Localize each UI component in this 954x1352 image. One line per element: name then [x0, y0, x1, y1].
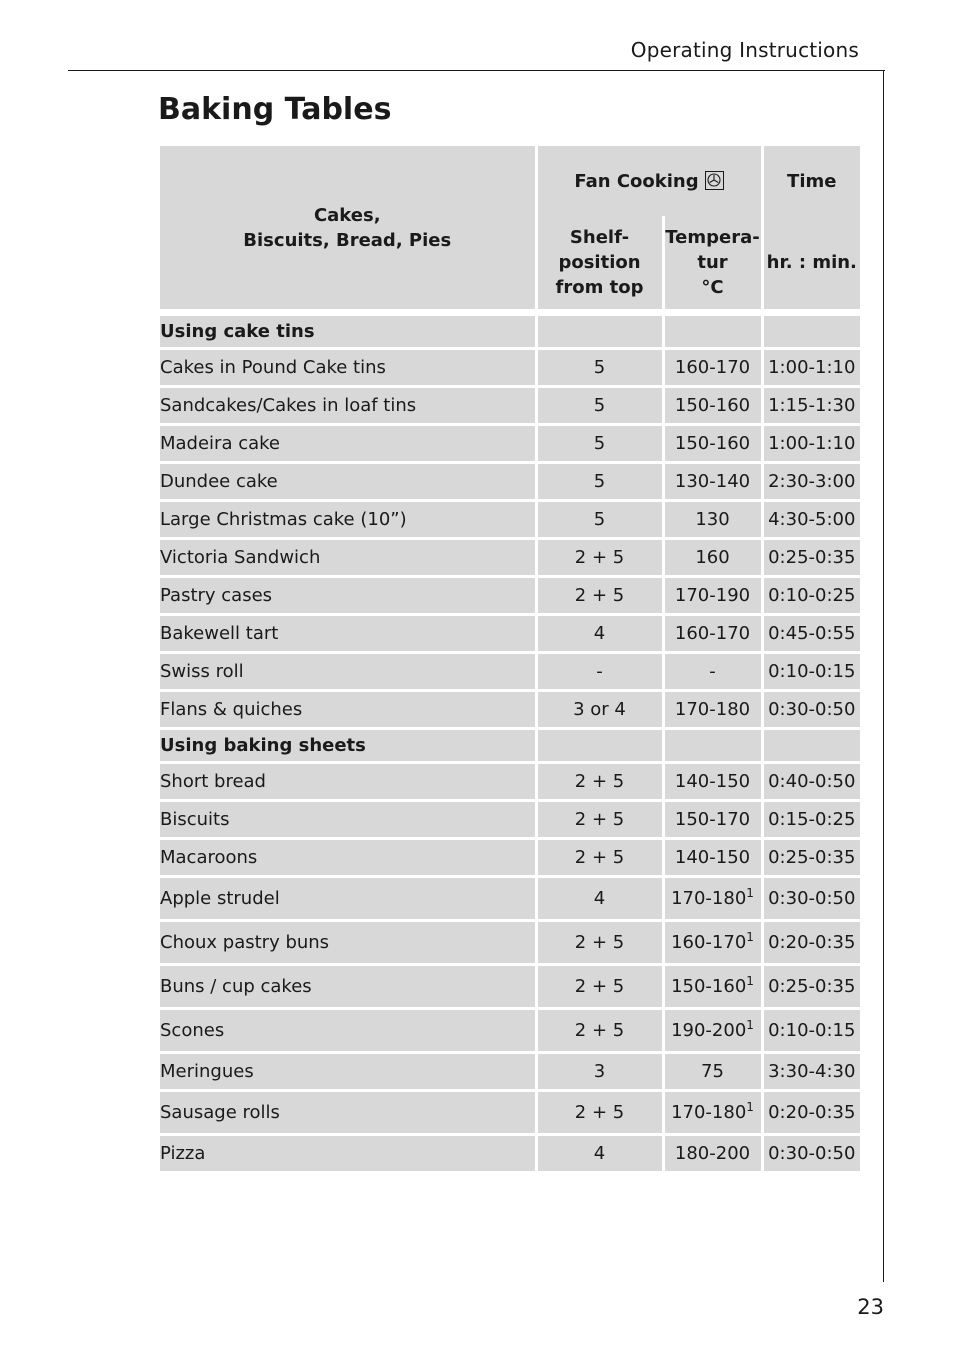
- shelf-position-cell: [536, 615, 663, 653]
- header-fan-label: Fan Cooking: [574, 170, 699, 192]
- time-cell: [762, 839, 860, 877]
- header-shelf-line3: from top: [555, 277, 644, 298]
- food-name-cell-text: Apple strudel: [160, 888, 280, 909]
- food-name-cell: [160, 653, 536, 691]
- header-temp-line1: Tempera-: [665, 227, 760, 248]
- shelf-position-cell-text: 3: [593, 1061, 606, 1082]
- header-fan-cooking: [536, 146, 762, 216]
- table-cell-empty: [762, 729, 860, 763]
- time-cell: [762, 691, 860, 729]
- shelf-position-cell-text: 2 + 5: [574, 976, 625, 997]
- food-name-cell-text: Cakes in Pound Cake tins: [160, 357, 386, 378]
- shelf-position-cell-text: 5: [593, 357, 606, 378]
- time-cell: [762, 387, 860, 425]
- shelf-position-cell-text: 5: [593, 509, 606, 530]
- temperature-cell-text: 150-160: [674, 395, 751, 416]
- food-name-cell: [160, 839, 536, 877]
- food-name-cell-text: Short bread: [160, 771, 266, 792]
- shelf-position-cell: [536, 463, 663, 501]
- section-label: Using cake tins: [160, 316, 536, 349]
- temperature-cell: [663, 1135, 762, 1173]
- header-rule: [68, 70, 885, 71]
- section-row-tins: [160, 316, 860, 349]
- food-name-cell-text: Buns / cup cakes: [160, 976, 312, 997]
- shelf-position-cell-text: 2 + 5: [574, 932, 625, 953]
- footnote-marker: 1: [746, 1018, 754, 1032]
- table-row: [160, 387, 860, 425]
- time-cell-text: 0:25-0:35: [768, 547, 856, 568]
- shelf-position-cell: [536, 1091, 663, 1135]
- temperature-cell: [663, 349, 762, 387]
- time-cell: [762, 965, 860, 1009]
- food-name-cell-text: Meringues: [160, 1061, 254, 1082]
- table-row: [160, 921, 860, 965]
- shelf-position-cell-text: 5: [593, 471, 606, 492]
- food-name-cell: [160, 387, 536, 425]
- shelf-position-cell: [536, 1053, 663, 1091]
- temperature-cell: [663, 839, 762, 877]
- temperature-cell: [663, 1091, 762, 1135]
- running-head: Operating Instructions: [630, 38, 859, 62]
- temperature-cell: [663, 653, 762, 691]
- header-temp-line2: tur: [697, 252, 728, 273]
- temperature-cell-text: 170-180: [671, 1102, 747, 1123]
- temperature-cell-text: 160-170: [674, 623, 751, 644]
- shelf-position-cell: [536, 539, 663, 577]
- temperature-cell-text: 170-190: [674, 585, 751, 606]
- time-cell: [762, 1091, 860, 1135]
- time-cell: [762, 615, 860, 653]
- table-row: [160, 615, 860, 653]
- food-name-cell-text: Madeira cake: [160, 433, 280, 454]
- table-row: [160, 877, 860, 921]
- header-food-line1: Cakes,: [313, 204, 381, 226]
- temperature-cell: [663, 615, 762, 653]
- shelf-position-cell: [536, 425, 663, 463]
- temperature-cell-text: 180-200: [674, 1143, 751, 1164]
- table-row: [160, 653, 860, 691]
- time-cell-text: 3:30-4:30: [768, 1061, 856, 1082]
- food-name-cell-text: Macaroons: [160, 847, 258, 868]
- table-row: [160, 801, 860, 839]
- time-cell-text: 0:10-0:15: [768, 1020, 856, 1041]
- shelf-position-cell: [536, 801, 663, 839]
- shelf-position-cell: [536, 501, 663, 539]
- fan-icon: [705, 171, 724, 190]
- shelf-position-cell-text: 2 + 5: [574, 585, 625, 606]
- shelf-position-cell: [536, 921, 663, 965]
- temperature-cell: [663, 539, 762, 577]
- temperature-cell-text: 140-150: [674, 847, 751, 868]
- temperature-cell-text: 160-170: [671, 932, 747, 953]
- temperature-cell-text: 150-160: [674, 433, 751, 454]
- table-row: [160, 577, 860, 615]
- time-cell: [762, 801, 860, 839]
- shelf-position-cell-text: 4: [593, 888, 606, 909]
- time-cell-text: 1:00-1:10: [768, 357, 856, 378]
- food-name-cell: [160, 691, 536, 729]
- temperature-cell-text: 130: [695, 509, 730, 530]
- shelf-position-cell-text: 3 or 4: [573, 699, 626, 720]
- time-cell-text: 0:15-0:25: [768, 809, 856, 830]
- table-row: [160, 691, 860, 729]
- food-name-cell-text: Victoria Sandwich: [160, 547, 321, 568]
- shelf-position-cell: [536, 349, 663, 387]
- time-cell: [762, 763, 860, 801]
- table-cell-empty: [536, 316, 663, 349]
- shelf-position-cell-text: 2 + 5: [574, 809, 625, 830]
- page-title: Baking Tables: [158, 92, 392, 127]
- temperature-cell: [663, 763, 762, 801]
- footnote-marker: 1: [746, 930, 754, 944]
- food-name-cell: [160, 965, 536, 1009]
- temperature-cell-text: 130-140: [674, 471, 751, 492]
- time-cell-text: 0:25-0:35: [768, 847, 856, 868]
- temperature-cell: [663, 463, 762, 501]
- header-shelf: [536, 216, 663, 311]
- food-name-cell: [160, 425, 536, 463]
- shelf-position-cell: [536, 877, 663, 921]
- header-temperature: [663, 216, 762, 311]
- header-temp-line3: °C: [701, 277, 724, 298]
- food-name-cell-text: Sausage rolls: [160, 1102, 280, 1123]
- shelf-position-cell: [536, 965, 663, 1009]
- temperature-cell: [663, 921, 762, 965]
- table-row: [160, 539, 860, 577]
- food-name-cell: [160, 1053, 536, 1091]
- temperature-cell: [663, 691, 762, 729]
- footnote-marker: 1: [746, 974, 754, 988]
- temperature-cell: [663, 387, 762, 425]
- time-cell: [762, 349, 860, 387]
- shelf-position-cell-text: 2 + 5: [574, 1102, 625, 1123]
- time-cell: [762, 921, 860, 965]
- time-cell-text: 2:30-3:00: [768, 471, 856, 492]
- table-row: [160, 965, 860, 1009]
- table-row: [160, 839, 860, 877]
- temperature-cell-text: 150-170: [674, 809, 751, 830]
- temperature-cell: [663, 425, 762, 463]
- temperature-cell-text: 170-180: [671, 888, 747, 909]
- table-row: [160, 1009, 860, 1053]
- temperature-cell-text: 150-160: [671, 976, 747, 997]
- food-name-cell: [160, 463, 536, 501]
- time-cell: [762, 1009, 860, 1053]
- temperature-cell-text: 170-180: [674, 699, 751, 720]
- food-name-cell: [160, 501, 536, 539]
- margin-rule: [883, 70, 884, 1282]
- food-name-cell: [160, 615, 536, 653]
- table-row: [160, 1091, 860, 1135]
- time-cell-text: 0:20-0:35: [768, 1102, 856, 1123]
- shelf-position-cell: [536, 839, 663, 877]
- header-shelf-line1: Shelf-: [569, 227, 630, 248]
- footnote-marker: 1: [746, 886, 754, 900]
- section-row-sheets: [160, 729, 860, 763]
- time-cell: [762, 1053, 860, 1091]
- page-number: 23: [857, 1295, 884, 1319]
- time-cell: [762, 463, 860, 501]
- food-name-cell: [160, 539, 536, 577]
- table-row: [160, 1053, 860, 1091]
- table-row: [160, 463, 860, 501]
- time-cell-text: 1:15-1:30: [768, 395, 856, 416]
- food-name-cell: [160, 877, 536, 921]
- food-name-cell-text: Sandcakes/Cakes in loaf tins: [160, 395, 417, 416]
- table-row: [160, 1135, 860, 1173]
- temperature-cell: [663, 965, 762, 1009]
- food-name-cell-text: Biscuits: [160, 809, 230, 830]
- shelf-position-cell-text: 5: [593, 395, 606, 416]
- header-time-unit: hr. : min.: [762, 216, 860, 311]
- food-name-cell-text: Dundee cake: [160, 471, 278, 492]
- shelf-position-cell: [536, 1135, 663, 1173]
- time-cell-text: 0:10-0:25: [768, 585, 856, 606]
- shelf-position-cell: [536, 387, 663, 425]
- shelf-position-cell-text: 4: [593, 1143, 606, 1164]
- table-cell-empty: [762, 316, 860, 349]
- food-name-cell-text: Pizza: [160, 1143, 206, 1164]
- food-name-cell: [160, 1009, 536, 1053]
- time-cell-text: 0:30-0:50: [768, 699, 856, 720]
- shelf-position-cell-text: 2 + 5: [574, 771, 625, 792]
- shelf-position-cell-text: 4: [593, 623, 606, 644]
- time-cell-text: 0:40-0:50: [768, 771, 856, 792]
- table-cell-empty: [663, 729, 762, 763]
- temperature-cell-text: 75: [701, 1061, 724, 1082]
- food-name-cell-text: Choux pastry buns: [160, 932, 330, 953]
- food-name-cell: [160, 763, 536, 801]
- temperature-cell: [663, 801, 762, 839]
- table-row: [160, 425, 860, 463]
- time-cell-text: 0:30-0:50: [768, 888, 856, 909]
- shelf-position-cell: [536, 691, 663, 729]
- header-time: Time: [762, 146, 860, 216]
- shelf-position-cell-text: 2 + 5: [574, 847, 625, 868]
- temperature-cell-text: 140-150: [674, 771, 751, 792]
- time-cell-text: 0:20-0:35: [768, 932, 856, 953]
- time-cell: [762, 1135, 860, 1173]
- time-cell: [762, 877, 860, 921]
- shelf-position-cell-text: 2 + 5: [574, 1020, 625, 1041]
- food-name-cell: [160, 1091, 536, 1135]
- food-name-cell-text: Pastry cases: [160, 585, 273, 606]
- time-cell-text: 1:00-1:10: [768, 433, 856, 454]
- shelf-position-cell-text: 5: [593, 433, 606, 454]
- temperature-cell-text: -: [709, 661, 716, 682]
- time-cell-text: 0:30-0:50: [768, 1143, 856, 1164]
- food-name-cell: [160, 577, 536, 615]
- temperature-cell: [663, 1053, 762, 1091]
- food-name-cell-text: Swiss roll: [160, 661, 244, 682]
- temperature-cell-text: 160-170: [674, 357, 751, 378]
- header-food-type: [160, 146, 536, 311]
- food-name-cell: [160, 349, 536, 387]
- temperature-cell: [663, 501, 762, 539]
- table-row: [160, 501, 860, 539]
- food-name-cell: [160, 921, 536, 965]
- time-cell: [762, 501, 860, 539]
- header-food-line2: Biscuits, Bread, Pies: [243, 229, 452, 251]
- food-name-cell-text: Scones: [160, 1020, 225, 1041]
- shelf-position-cell: [536, 763, 663, 801]
- time-cell-text: 0:25-0:35: [768, 976, 856, 997]
- shelf-position-cell: [536, 653, 663, 691]
- food-name-cell-text: Flans & quiches: [160, 699, 303, 720]
- shelf-position-cell-text: 2 + 5: [574, 547, 625, 568]
- food-name-cell-text: Bakewell tart: [160, 623, 279, 644]
- food-name-cell: [160, 1135, 536, 1173]
- table-row: [160, 349, 860, 387]
- shelf-position-cell-text: -: [596, 661, 603, 682]
- shelf-position-cell: [536, 1009, 663, 1053]
- temperature-cell: [663, 577, 762, 615]
- header-shelf-line2: position: [558, 252, 641, 273]
- table-row: [160, 763, 860, 801]
- temperature-cell-text: 190-200: [671, 1020, 747, 1041]
- temperature-cell: [663, 877, 762, 921]
- time-cell-text: 4:30-5:00: [768, 509, 856, 530]
- baking-table: [160, 146, 860, 1174]
- time-cell: [762, 577, 860, 615]
- table-cell-empty: [663, 316, 762, 349]
- time-cell: [762, 539, 860, 577]
- shelf-position-cell: [536, 577, 663, 615]
- footnote-marker: 1: [746, 1100, 754, 1114]
- time-cell-text: 0:45-0:55: [768, 623, 856, 644]
- table-cell-empty: [536, 729, 663, 763]
- food-name-cell: [160, 801, 536, 839]
- temperature-cell: [663, 1009, 762, 1053]
- time-cell: [762, 653, 860, 691]
- time-cell: [762, 425, 860, 463]
- temperature-cell-text: 160: [695, 547, 730, 568]
- section-label: Using baking sheets: [160, 729, 536, 763]
- food-name-cell-text: Large Christmas cake (10”): [160, 509, 407, 530]
- time-cell-text: 0:10-0:15: [768, 661, 856, 682]
